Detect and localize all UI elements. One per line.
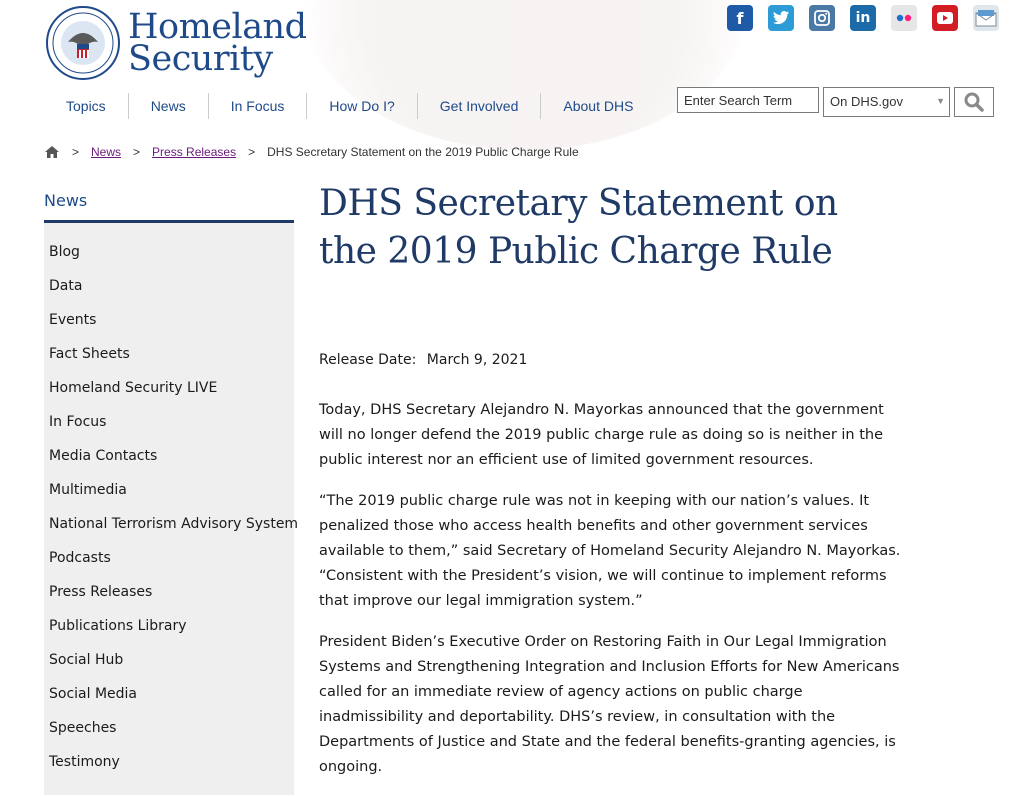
search-scope-value: On DHS.gov (830, 94, 903, 109)
home-icon[interactable] (44, 145, 60, 159)
article (319, 180, 904, 796)
dhs-logo[interactable] (46, 6, 307, 80)
linkedin-icon[interactable]: in (850, 5, 876, 31)
article-paragraph: Today, DHS Secretary Alejandro N. Mayorkas announced that the government will no longer defend the 2019 public charge rule as doing so is neither in the public interest nor an efficient use of limited government resources. (319, 402, 884, 468)
sidebar-item-podcasts[interactable]: Podcasts (49, 550, 111, 566)
article-body (319, 398, 904, 780)
search-button[interactable] (954, 87, 994, 117)
site-header (0, 0, 1021, 88)
twitter-icon[interactable] (768, 5, 794, 31)
site-search (677, 87, 994, 117)
nav-item-news[interactable]: News (128, 93, 208, 119)
breadcrumb-separator: > (72, 145, 80, 159)
breadcrumb-news[interactable]: News (91, 145, 122, 159)
sidebar-item-multimedia[interactable]: Multimedia (49, 482, 127, 498)
page-title: DHS Secretary Statement on the 2019 Public Charge Rule (319, 183, 838, 272)
social-links (727, 5, 999, 31)
chevron-down-icon: ▼ (936, 96, 945, 106)
sidebar-item-homeland-security-live[interactable]: Homeland Security LIVE (49, 380, 218, 396)
youtube-icon[interactable] (932, 5, 958, 31)
sidebar-item-media-contacts[interactable]: Media Contacts (49, 448, 158, 464)
sidebar-item-fact-sheets[interactable]: Fact Sheets (49, 346, 130, 362)
article-paragraph: President Biden’s Executive Order on Restoring Faith in Our Legal Immigration Systems and Strengthening Integration and Inclusion Efforts for New Americans called for an immediate review of agency actions on public charge inadmissibility and deportability. DHS’s review, in consultation with the Departments of Justice and State and the federal benefits-granting agencies, is ongoing. (319, 634, 900, 775)
nav-item-topics[interactable]: Topics (66, 98, 106, 114)
logo-line-2: Security (128, 39, 273, 79)
logo-line-1: Homeland (128, 7, 307, 47)
sidebar-item-ntas[interactable]: National Terrorism Advisory System (49, 516, 299, 532)
nav-item-in-focus[interactable]: In Focus (208, 93, 307, 119)
sidebar-item-in-focus[interactable]: In Focus (49, 414, 107, 430)
breadcrumb-separator: > (248, 145, 256, 159)
release-date-value: March 9, 2021 (426, 352, 528, 368)
search-icon (964, 92, 984, 112)
sidebar-item-data[interactable]: Data (49, 278, 83, 294)
sidebar-item-testimony[interactable]: Testimony (49, 754, 120, 770)
logo-wordmark (128, 7, 307, 79)
breadcrumb-current: DHS Secretary Statement on the 2019 Public Charge Rule (267, 145, 579, 159)
sidebar-title[interactable]: News (44, 191, 294, 223)
main-nav (44, 92, 655, 120)
nav-item-how-do-i[interactable]: How Do I? (306, 93, 416, 119)
sidebar-item-social-media[interactable]: Social Media (49, 686, 138, 702)
search-scope-select[interactable] (823, 87, 950, 117)
seal-watermark (300, 0, 750, 150)
sidebar-item-press-releases[interactable]: Press Releases (49, 584, 153, 600)
article-paragraph: “The 2019 public charge rule was not in keeping with our nation’s values. It penalized those who access health benefits and other government services available to them,” said Secretary of Homeland Security Alejandro N. Mayorkas. “Consistent with the President’s vision, we will continue to implement reforms that improve our legal immigration system.” (319, 493, 901, 609)
breadcrumb (44, 145, 579, 159)
release-date-line (319, 352, 904, 368)
dhs-seal-icon (46, 6, 120, 80)
sidebar-item-blog[interactable]: Blog (49, 244, 80, 260)
search-input[interactable] (677, 87, 819, 113)
release-date-label: Release Date: (319, 352, 417, 368)
sidebar-menu (44, 223, 299, 795)
sidebar-item-social-hub[interactable]: Social Hub (49, 652, 124, 668)
nav-item-get-involved[interactable]: Get Involved (417, 93, 541, 119)
breadcrumb-press-releases[interactable]: Press Releases (152, 145, 237, 159)
sidebar-item-speeches[interactable]: Speeches (49, 720, 117, 736)
flickr-icon[interactable] (891, 5, 917, 31)
sidebar-item-publications-library[interactable]: Publications Library (49, 618, 187, 634)
sidebar-item-events[interactable]: Events (49, 312, 97, 328)
instagram-icon[interactable] (809, 5, 835, 31)
breadcrumb-separator: > (133, 145, 141, 159)
nav-item-about-dhs[interactable]: About DHS (540, 93, 655, 119)
email-icon[interactable] (973, 5, 999, 31)
sidebar (44, 191, 299, 795)
facebook-icon[interactable]: f (727, 5, 753, 31)
